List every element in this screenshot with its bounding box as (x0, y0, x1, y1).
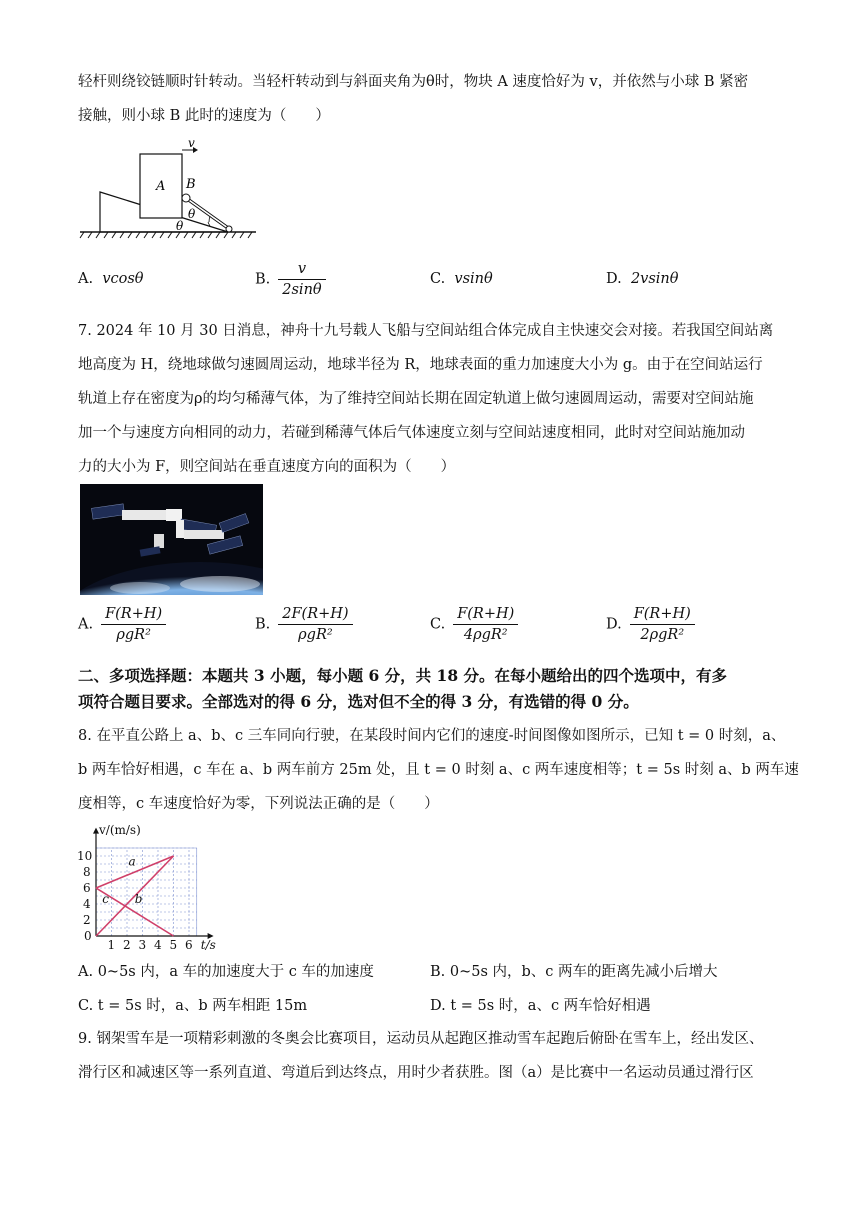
velocity-label: v (188, 140, 195, 150)
y-tick-label: 10 (77, 849, 93, 863)
y-tick-label: 4 (83, 897, 91, 911)
q7-text-line5: 力的大小为 F，则空间站在垂直速度方向的面积为（ ） (78, 459, 456, 475)
origin-label: 0 (84, 929, 92, 943)
q6-option-c[interactable]: C. vsinθ (430, 271, 493, 287)
q8-text-line2: b 两车恰好相遇，c 车在 a、b 两车前方 25m 处，且 t = 0 时刻 a、c 两车速度相等；t = 5s 时刻 a、b 两车速 (78, 762, 799, 778)
q6-option-b[interactable]: B. $\frac{v}{2\sin\theta}$ (255, 259, 326, 300)
y-axis-label: v/(m/s) (99, 823, 141, 837)
ball-b-label: B (186, 177, 196, 192)
series-label-c: c (102, 892, 109, 907)
q8-option-c[interactable]: C. t = 5s 时，a、b 两车相距 15m (78, 998, 308, 1014)
x-tick-label: 5 (169, 938, 178, 950)
q9-text-line1: 9. 钢架雪车是一项精彩刺激的冬奥会比赛项目，运动员从起跑区推动雪车起跑后俯卧在雪车上，经出发区、 (78, 1031, 764, 1047)
x-tick-label: 2 (123, 938, 131, 950)
q7-text-line2: 地高度为 H，绕地球做匀速圆周运动，地球半径为 R，地球表面的重力加速度大小为 g。由于在空间站运行 (78, 357, 763, 373)
ball-b (182, 194, 190, 202)
x-axis-label: t/s (200, 938, 216, 950)
q8-text-line3: 度相等，c 车速度恰好为零，下列说法正确的是（ ） (78, 796, 439, 812)
block-a-label: A (156, 179, 166, 194)
y-tick-label: 6 (83, 881, 91, 895)
q6-text-line2: 接触，则小球 B 此时的速度为（ ） (78, 108, 330, 124)
y-tick-label: 8 (83, 865, 91, 879)
x-tick-label: 3 (138, 938, 147, 950)
q6-option-d[interactable]: D. 2vsinθ (606, 271, 679, 287)
q7-text-line4: 加一个与速度方向相同的动力，若碰到稀薄气体后气体速度立刻与空间站速度相同，此时对空间站施加动 (78, 425, 745, 441)
hinge (226, 226, 232, 232)
q7-option-b[interactable]: B. $\frac{2F(R+H)}{\text{ρgR²}}$ (255, 604, 353, 645)
x-tick-label: 6 (185, 938, 193, 950)
series-label-a: a (128, 854, 136, 869)
q6-text-line1: 轻杆则绕铰链顺时针转动。当轻杆转动到与斜面夹角为θ时，物块 A 速度恰好为 v，并依然与小球 B 紧密 (78, 74, 749, 90)
q8-option-b[interactable]: B. 0~5s 内，b、c 两车的距离先减小后增大 (430, 964, 718, 980)
q7-text-line1: 7. 2024 年 10 月 30 日消息，神舟十九号载人飞船与空间站组合体完成自主快速交会对接。若我国空间站离 (78, 323, 774, 339)
y-tick-label: 2 (83, 913, 91, 927)
q7-option-a[interactable]: A. $\frac{F(R+H)}{\text{ρgR²}}$ (78, 604, 166, 645)
theta-label-upper: θ (188, 207, 196, 221)
section2-heading-line1: 二、多项选择题：本题共 3 小题，每小题 6 分，共 18 分。在每小题给出的四个选项中，有多 (78, 666, 728, 685)
x-tick-label: 4 (154, 938, 162, 950)
q6-option-a[interactable]: A. vcosθ (78, 271, 144, 287)
q8-option-a[interactable]: A. 0~5s 内，a 车的加速度大于 c 车的加速度 (78, 964, 374, 980)
q7-option-c[interactable]: C. $\frac{F(R+H)}{\text{4ρgR²}}$ (430, 604, 518, 645)
theta-label-lower: θ (176, 219, 184, 233)
section2-heading-line2: 项符合题目要求。全部选对的得 6 分，选对但不全的得 3 分，有选错的得 0 分。 (78, 692, 639, 711)
x-tick-label: 1 (107, 938, 116, 950)
series-label-b: b (134, 892, 143, 907)
q7-text-line3: 轨道上存在密度为ρ的均匀稀薄气体，为了维持空间站长期在固定轨道上做匀速圆周运动，需要对空间站施 (78, 391, 754, 407)
q6-figure (78, 140, 260, 248)
q7-option-d[interactable]: D. $\frac{F(R+H)}{\text{2ρgR²}}$ (606, 604, 695, 645)
q8-text-line1: 8. 在平直公路上 a、b、c 三车同向行驶，在某段时间内它们的速度-时间图像如图所示，已知 t = 0 时刻，a、 (78, 728, 786, 744)
space-station-photo (80, 484, 263, 595)
q8-option-d[interactable]: D. t = 5s 时，a、c 两车恰好相遇 (430, 998, 651, 1014)
q9-text-line2: 滑行区和减速区等一系列直道、弯道后到达终点，用时少者获胜。图（a）是比赛中一名运动员通过滑行区 (78, 1065, 754, 1081)
velocity-time-chart (74, 818, 234, 950)
